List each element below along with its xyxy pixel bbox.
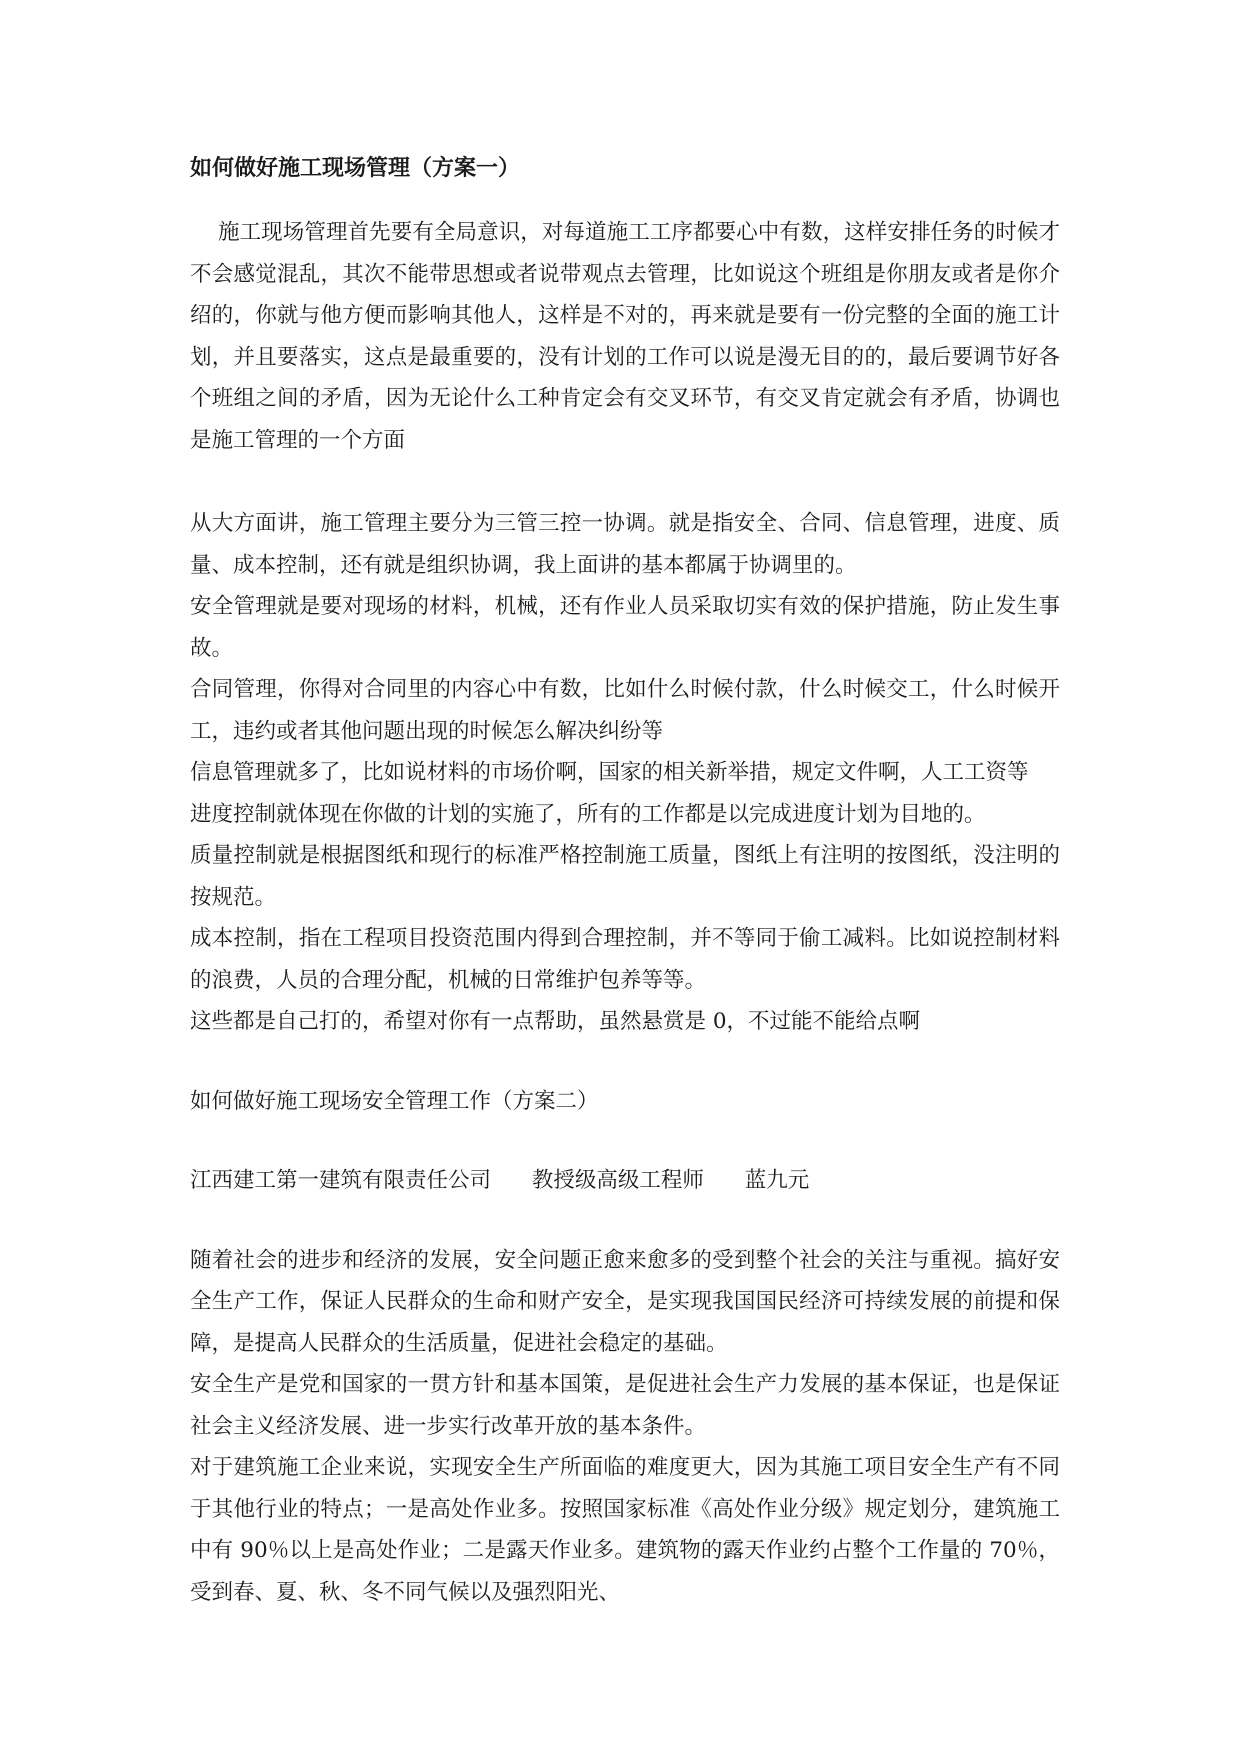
spacer (190, 1122, 1060, 1160)
section-title-2: 如何做好施工现场安全管理工作（方案二） (190, 1088, 599, 1114)
author-name: 蓝九元 (744, 1168, 810, 1193)
author-line (190, 1160, 1060, 1202)
spacer (190, 1202, 1060, 1240)
paragraph-construction-features: 对于建筑施工企业来说，实现安全生产所面临的难度更大，因为其施工项目安全生产有不同于其他行业的特点；一是高处作业多。按照国家标准《高处作业分级》规定划分，建筑施工中有 90％以上是高处作业；二是露天作业多。建筑物的露天作业约占整个工作量的 70％，受到春、夏、秋、冬不同气候以及强烈阳光、 (190, 1455, 1060, 1605)
author-organization: 江西建工第一建筑有限责任公司 (190, 1168, 492, 1193)
paragraph-intro: 施工现场管理首先要有全局意识，对每道施工工序都要心中有数，这样安排任务的时候才不会感觉混乱，其次不能带思想或者说带观点去管理，比如说这个班组是你朋友或者是你介绍的，你就与他方便而影响其他人，这样是不对的，再来就是要有一份完整的全面的施工计划，并且要落实，这点是最重要的，没有计划的工作可以说是漫无目的的，最后要调节好各个班组之间的矛盾，因为无论什么工种肯定会有交叉环节，有交叉肯定就会有矛盾，协调也是施工管理的一个方面 (190, 220, 1060, 453)
paragraph-closing: 这些都是自己打的，希望对你有一点帮助，虽然悬赏是 0，不过能不能给点啊 (190, 1009, 921, 1034)
paragraph-safety-intro: 随着社会的进步和经济的发展，安全问题正愈来愈多的受到整个社会的关注与重视。搞好安全生产工作，保证人民群众的生命和财产安全，是实现我国国民经济可持续发展的前提和保障，是提高人民群众的生活质量，促进社会稳定的基础。 (190, 1247, 1060, 1356)
paragraph-safety: 安全管理就是要对现场的材料，机械，还有作业人员采取切实有效的保护措施，防止发生事故。 (190, 594, 1060, 661)
section-title-1: 如何做好施工现场管理（方案一） (190, 155, 521, 181)
paragraph-information: 信息管理就多了，比如说材料的市场价啊，国家的相关新举措，规定文件啊，人工工资等 (190, 760, 1029, 785)
paragraph-safety-policy: 安全生产是党和国家的一贯方针和基本国策，是促进社会生产力发展的基本保证，也是保证社会主义经济发展、进一步实行改革开放的基本条件。 (190, 1372, 1060, 1439)
document-page (190, 150, 1060, 1613)
author-rank: 教授级高级工程师 (531, 1168, 704, 1193)
paragraph-schedule: 进度控制就体现在你做的计划的实施了，所有的工作都是以完成进度计划为目地的。 (190, 801, 986, 827)
paragraph-overview: 从大方面讲，施工管理主要分为三管三控一协调。就是指安全、合同、信息管理，进度、质量、成本控制，还有就是组织协调，我上面讲的基本都属于协调里的。 (190, 511, 1060, 578)
spacer (190, 461, 1060, 503)
paragraph-quality: 质量控制就是根据图纸和现行的标准严格控制施工质量，图纸上有注明的按图纸，没注明的按规范。 (190, 843, 1060, 910)
paragraph-contract: 合同管理，你得对合同里的内容心中有数，比如什么时候付款，什么时候交工，什么时候开工，违约或者其他问题出现的时候怎么解决纠纷等 (190, 677, 1060, 744)
spacer (190, 1043, 1060, 1081)
paragraph-cost: 成本控制，指在工程项目投资范围内得到合理控制，并不等同于偷工减料。比如说控制材料的浪费，人员的合理分配，机械的日常维护包养等等。 (190, 926, 1060, 993)
